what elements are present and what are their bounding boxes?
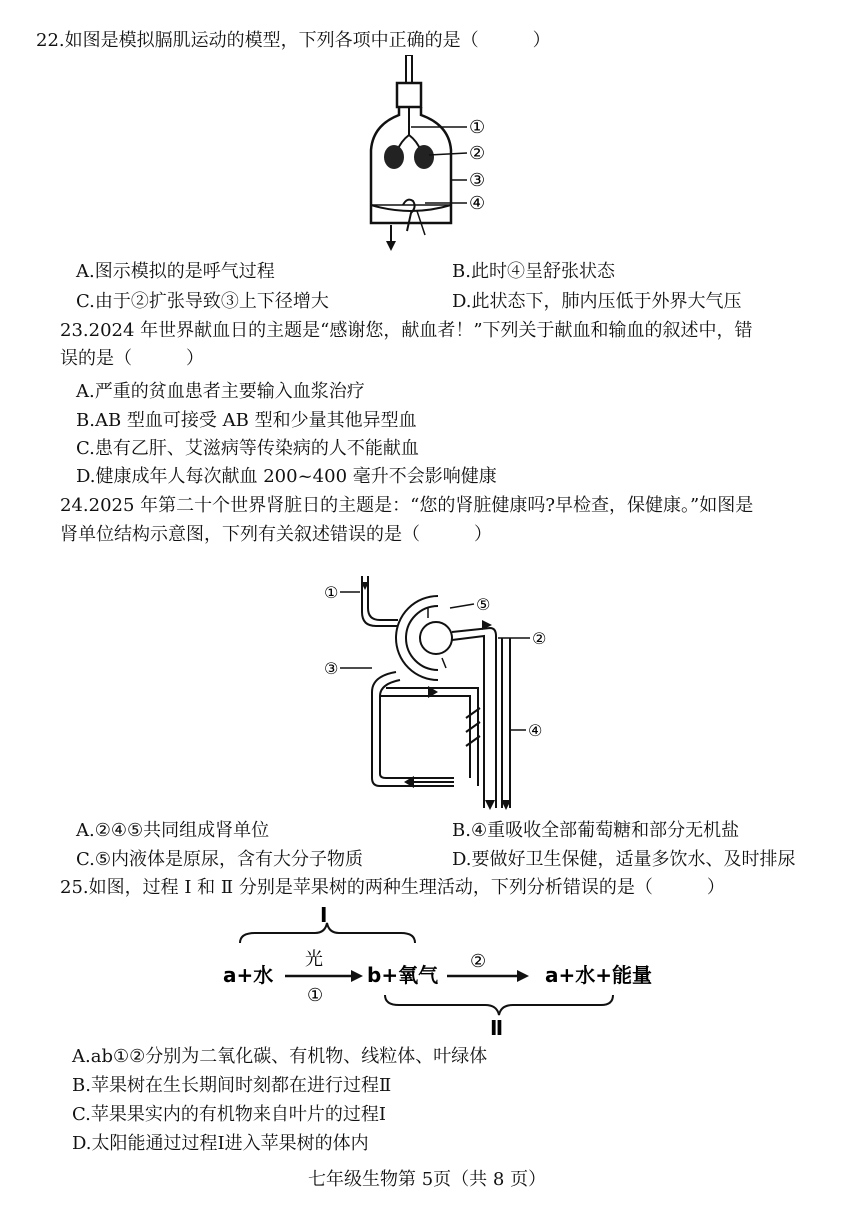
q25-stem: 25.如图，过程 Ⅰ 和 Ⅱ 分别是苹果树的两种生理活动，下列分析错误的是（ ） — [60, 877, 725, 898]
q22-label-1: ① — [469, 117, 486, 138]
q22-stem: 22.如图是模拟膈肌运动的模型，下列各项中正确的是（ ） — [36, 30, 551, 51]
q22-label-2: ② — [469, 143, 486, 164]
q22-label-3: ③ — [469, 170, 486, 191]
q24-option-d: D.要做好卫生保健，适量多饮水、及时排尿 — [452, 849, 796, 870]
q24-label-3: ③ — [324, 659, 339, 678]
product-right: a+水+能量 — [545, 963, 653, 987]
q24-label-5: ⑤ — [476, 595, 491, 614]
q24-stem-line1: 24.2025 年第二十个世界肾脏日的主题是：“您的肾脏健康吗?早检查，保健康。”如图是 — [60, 495, 754, 516]
q24-label-1: ① — [324, 583, 339, 602]
q22-option-a: A.图示模拟的是呼气过程 — [76, 261, 275, 282]
process-ii-label: Ⅱ — [490, 1016, 504, 1040]
arrow1-top-label: 光 — [305, 949, 323, 970]
q23-option-c: C.患有乙肝、艾滋病等传染病的人不能献血 — [76, 438, 419, 459]
q24-stem-line2: 肾单位结构示意图，下列有关叙述错误的是（ ） — [60, 524, 492, 545]
q24-label-4: ④ — [528, 721, 543, 740]
nephron-figure — [320, 568, 560, 818]
q23-option-a: A.严重的贫血患者主要输入血浆治疗 — [76, 381, 365, 402]
page-footer: 七年级生物第 5页（共 8 页） — [308, 1169, 547, 1190]
diaphragm-model-figure — [355, 55, 515, 255]
q24-label-2: ② — [532, 629, 547, 648]
q23-stem-line1: 23.2024 年世界献血日的主题是“感谢您，献血者！”下列关于献血和输血的叙述中，错 — [60, 320, 753, 341]
arrow1-bottom-label: ① — [307, 985, 324, 1006]
apple-tree-process-diagram — [215, 905, 655, 1040]
q24-option-a: A.②④⑤共同组成肾单位 — [76, 820, 270, 841]
q22-label-4: ④ — [469, 193, 486, 214]
process-i-label: Ⅰ — [320, 905, 328, 927]
reactant-left: a+水 — [223, 963, 274, 987]
q25-option-a: A.ab①②分别为二氧化碳、有机物、线粒体、叶绿体 — [72, 1046, 488, 1067]
q23-option-d: D.健康成年人每次献血 200~400 毫升不会影响健康 — [76, 466, 497, 487]
q22-option-c: C.由于②扩张导致③上下径增大 — [76, 291, 329, 312]
q25-option-b: B.苹果树在生长期间时刻都在进行过程Ⅱ — [72, 1075, 392, 1096]
q22-option-b: B.此时④呈舒张状态 — [452, 261, 615, 282]
q22-option-d: D.此状态下，肺内压低于外界大气压 — [452, 291, 742, 312]
q24-option-b: B.④重吸收全部葡萄糖和部分无机盐 — [452, 820, 740, 841]
q23-option-b: B.AB 型血可接受 AB 型和少量其他异型血 — [76, 410, 417, 431]
product-middle: b+氧气 — [367, 963, 439, 987]
q25-option-d: D.太阳能通过过程Ⅰ进入苹果树的体内 — [72, 1133, 369, 1154]
q25-option-c: C.苹果果实内的有机物来自叶片的过程Ⅰ — [72, 1104, 386, 1125]
q23-stem-line2: 误的是（ ） — [60, 348, 204, 369]
arrow2-top-label: ② — [470, 951, 487, 972]
q24-option-c: C.⑤内液体是原尿，含有大分子物质 — [76, 849, 363, 870]
